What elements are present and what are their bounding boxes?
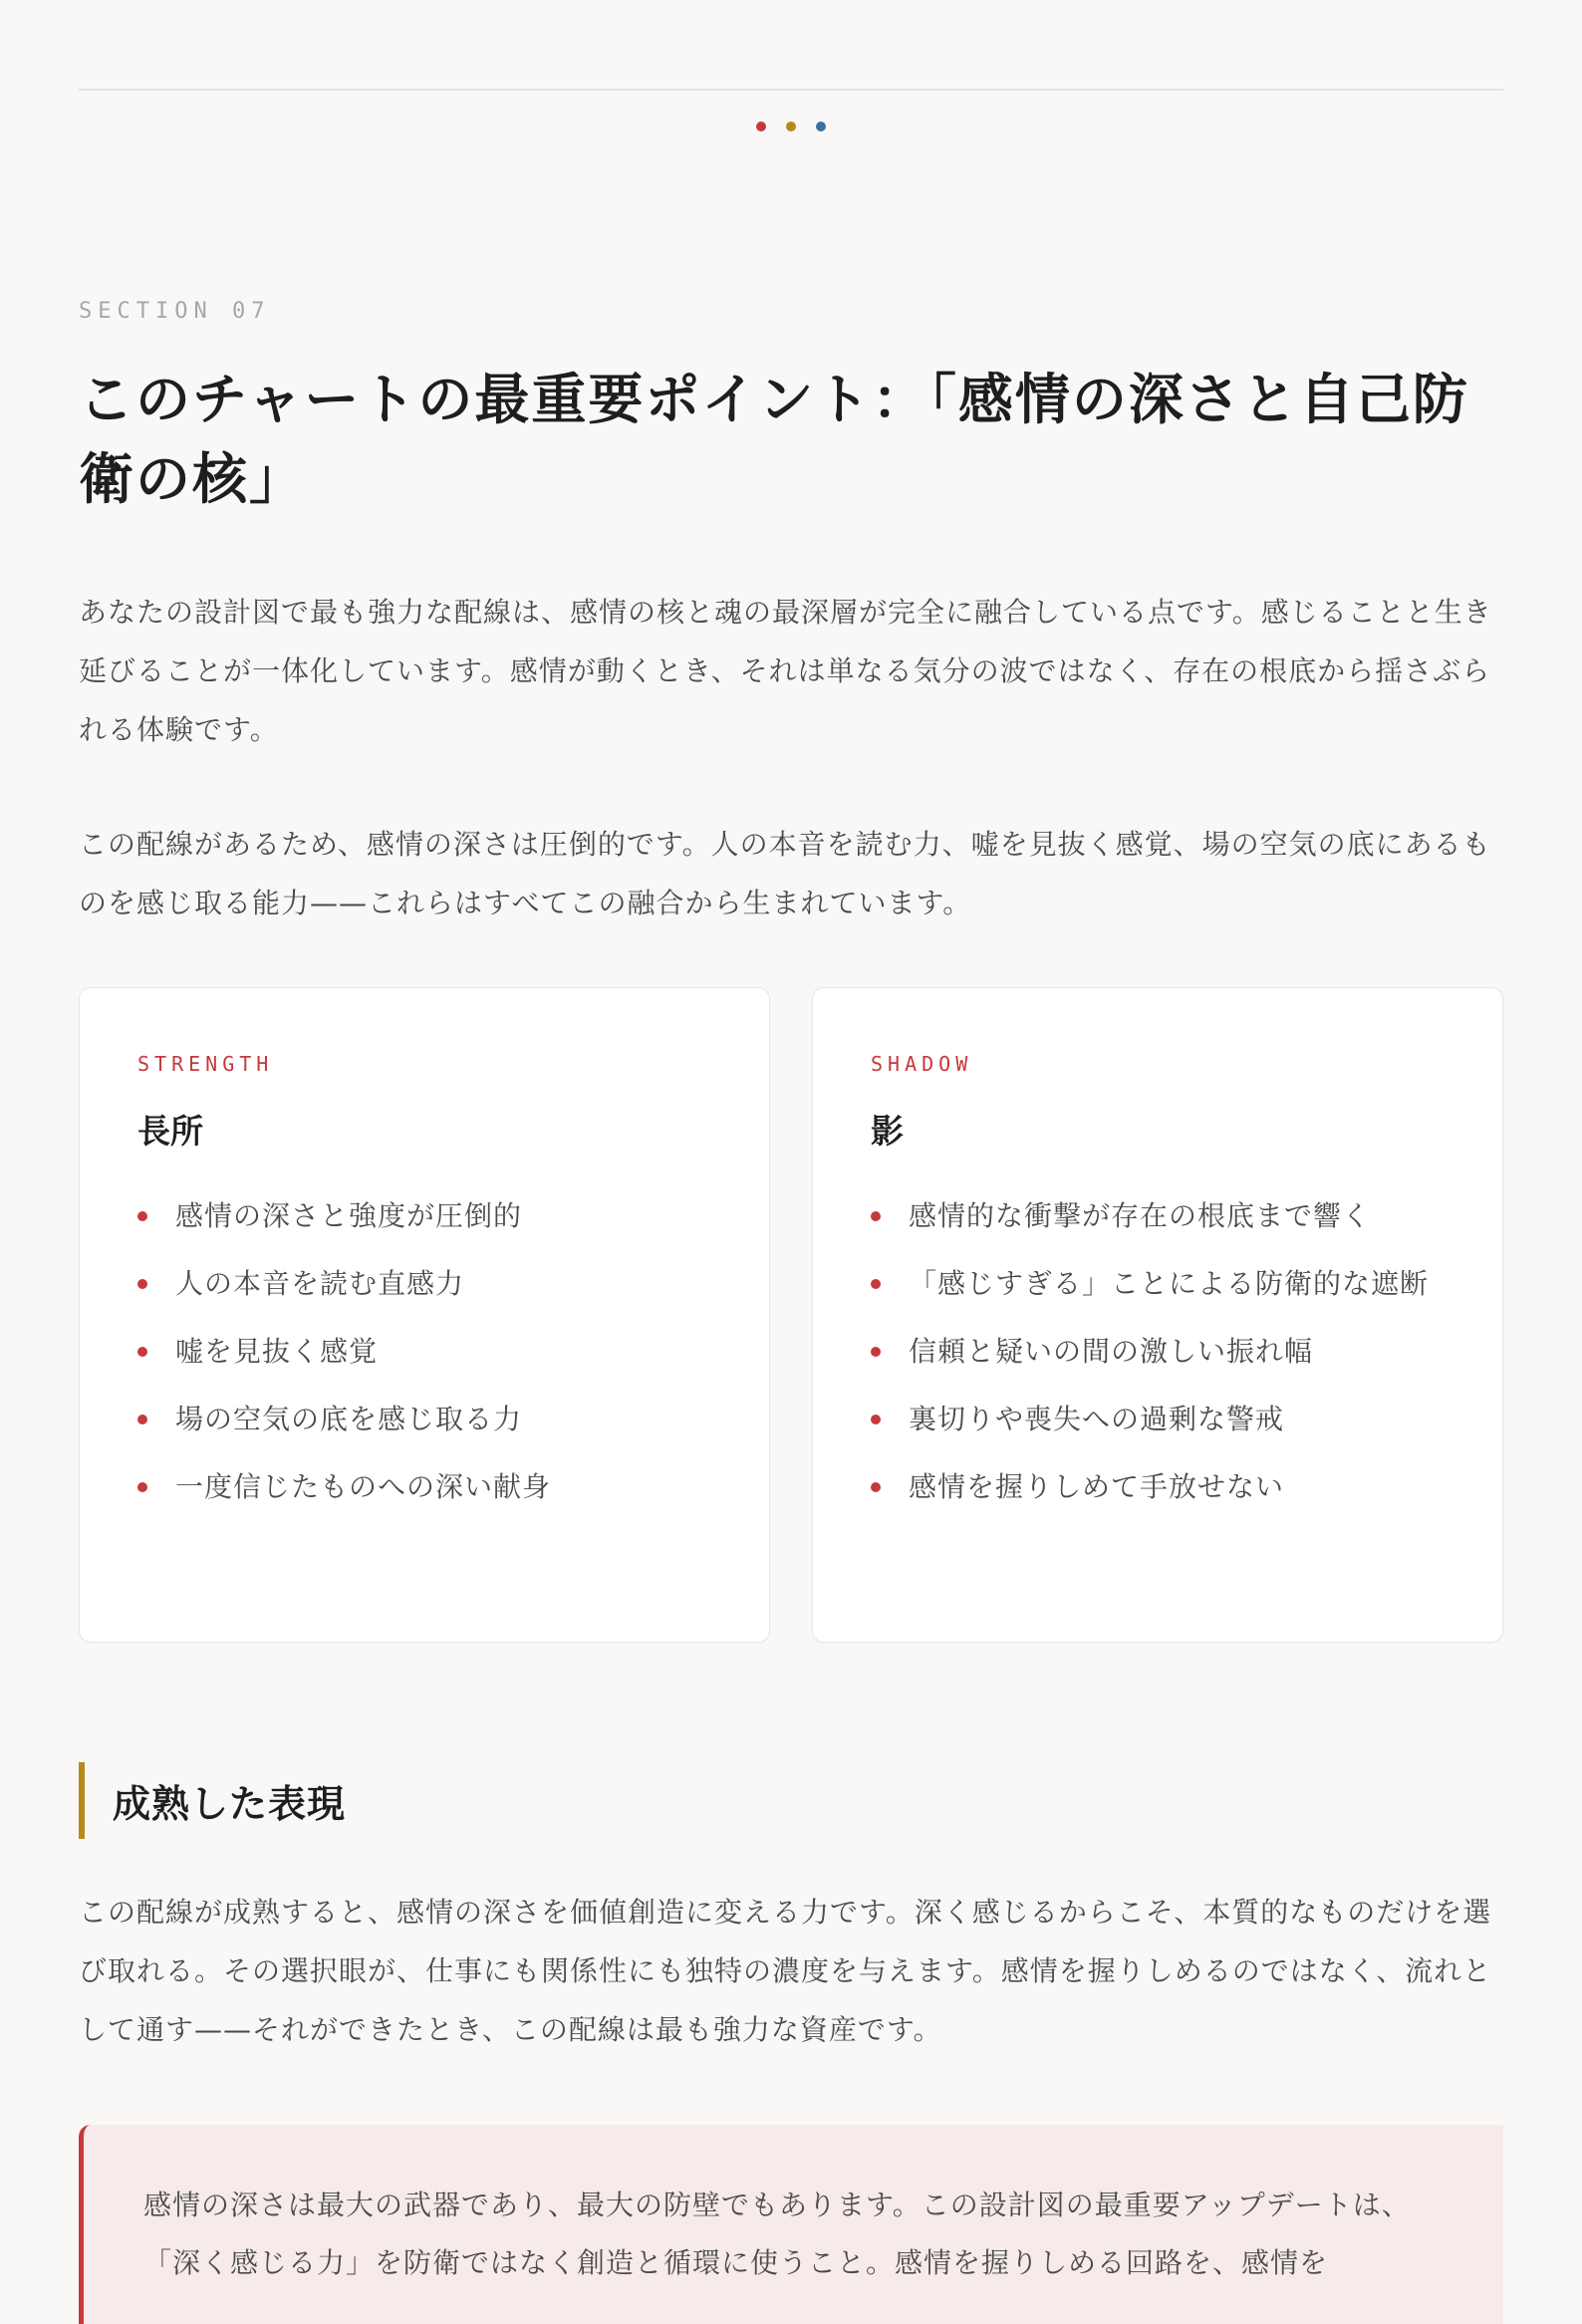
list-item: 感情を握りしめて手放せない xyxy=(871,1459,1445,1515)
strength-list xyxy=(137,1188,711,1515)
intro-paragraph-1: あなたの設計図で最も強力な配線は、感情の核と魂の最深層が完全に融合している点です。感じることと生き延びることが一体化しています。感情が動くとき、それは単なる気分の波ではなく、存在の根底から揺さぶられる体験です。 xyxy=(79,596,1492,746)
list-item: 場の空気の底を感じ取る力 xyxy=(137,1392,711,1447)
callout-text: 感情の深さは最大の武器であり、最大の防壁でもあります。この設計図の最重要アップデートは、「深く感じる力」を防衛ではなく創造と循環に使うこと。感情を握りしめる回路を、感情を xyxy=(143,2189,1411,2279)
gold-dot-icon xyxy=(786,122,796,131)
strength-shadow-cards xyxy=(79,987,1503,1643)
strength-title: 長所 xyxy=(137,1112,203,1151)
list-item: 感情の深さと強度が圧倒的 xyxy=(137,1188,711,1244)
top-divider xyxy=(79,89,1503,91)
list-item: 嘘を見抜く感覚 xyxy=(137,1324,711,1380)
strength-eyebrow: STRENGTH xyxy=(137,1052,274,1076)
red-dot-icon xyxy=(756,122,766,131)
decorative-dots xyxy=(0,122,1582,131)
section-label: SECTION 07 xyxy=(79,299,271,324)
list-item: 裏切りや喪失への過剰な警戒 xyxy=(871,1392,1445,1447)
shadow-card xyxy=(812,987,1503,1643)
list-item: 人の本音を読む直感力 xyxy=(137,1256,711,1312)
mature-heading-block xyxy=(79,1762,1503,1839)
list-item: 信頼と疑いの間の激しい振れ幅 xyxy=(871,1324,1445,1380)
intro-paragraph-2: この配線があるため、感情の深さは圧倒的です。人の本音を読む力、嘘を見抜く感覚、場の空気の底にあるものを感じ取る能力——これらはすべてこの融合から生まれています。 xyxy=(79,828,1491,919)
blue-dot-icon xyxy=(816,122,826,131)
shadow-list xyxy=(871,1188,1445,1515)
strength-card xyxy=(79,987,770,1643)
shadow-eyebrow: SHADOW xyxy=(871,1052,973,1076)
mature-paragraph: この配線が成熟すると、感情の深さを価値創造に変える力です。深く感じるからこそ、本質的なものだけを選び取れる。その選択眼が、仕事にも関係性にも独特の濃度を与えます。感情を握りしめるのではなく、流れとして通す——それができたとき、この配線は最も強力な資産です。 xyxy=(79,1896,1492,2046)
shadow-title: 影 xyxy=(871,1112,904,1151)
callout-box xyxy=(79,2125,1503,2324)
list-item: 「感じすぎる」ことによる防衛的な遮断 xyxy=(871,1256,1445,1312)
list-item: 感情的な衝撃が存在の根底まで響く xyxy=(871,1188,1445,1244)
main-content xyxy=(79,299,1503,2324)
page-title: このチャートの最重要ポイント：「感情の深さと自己防衛の核」 xyxy=(79,367,1469,511)
list-item: 一度信じたものへの深い献身 xyxy=(137,1459,711,1515)
mature-heading: 成熟した表現 xyxy=(113,1781,347,1826)
